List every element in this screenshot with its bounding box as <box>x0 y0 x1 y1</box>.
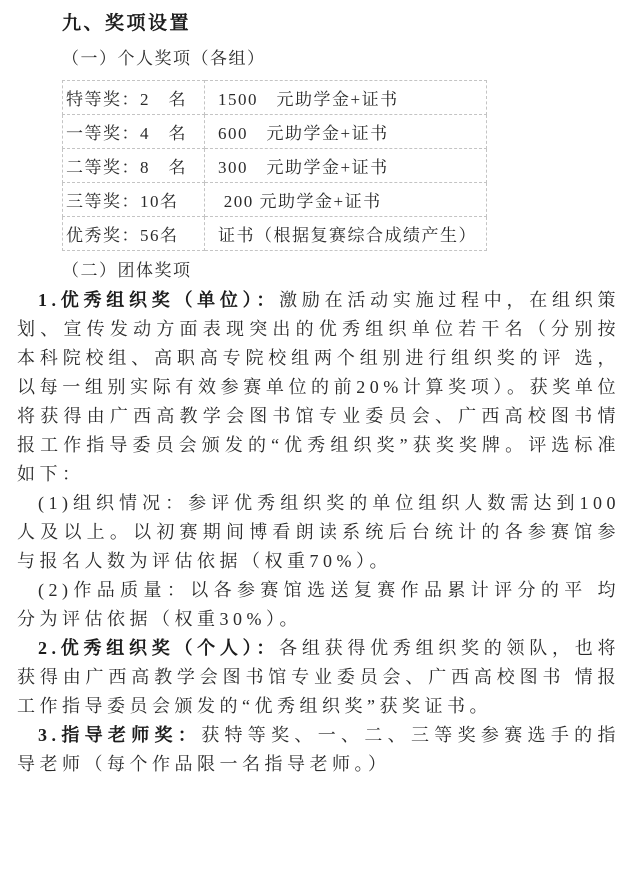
award-name-cell: 二等奖：8 名 <box>63 149 205 183</box>
award-prize-cell: 600 元助学金+证书 <box>205 115 487 149</box>
subsection-individual-heading: （一）个人奖项（各组） <box>62 49 266 68</box>
section-heading: 九、奖项设置 <box>62 13 192 34</box>
paragraph-teacher-award <box>17 721 620 779</box>
award-prize-cell: 1500 元助学金+证书 <box>205 81 487 115</box>
table-row <box>63 81 487 115</box>
paragraph-criteria-1 <box>17 489 620 576</box>
body-text <box>17 286 620 779</box>
award-prize-cell: 200 元助学金+证书 <box>205 183 487 217</box>
subsection-group-heading: （二）团体奖项 <box>62 261 192 280</box>
award-prize-cell: 300 元助学金+证书 <box>205 149 487 183</box>
paragraph-text: 激励在活动实施过程中，在组织策划、宣传发动方面表现突出的优秀组织单位若干名（分别按本科院校组、高职高专院校组两个组别进行组织奖的评 选，以每一组别实际有效参赛单位的前20%计算奖项）。获奖单位将获得由广西高教学会图书馆专业委员会、广西高校图书情报工作指导委员会颁发的“优秀组织奖”获奖奖牌。评选标准如下： <box>17 290 620 484</box>
awards-table <box>62 80 487 251</box>
award-name-cell: 一等奖：4 名 <box>63 115 205 149</box>
award-prize-cell: 证书（根据复赛综合成绩产生） <box>205 217 487 251</box>
paragraph-lead-bold: 2.优秀组织奖（个人）： <box>38 638 280 658</box>
award-name-cell: 特等奖：2 名 <box>63 81 205 115</box>
paragraph-org-award-unit <box>17 286 620 489</box>
paragraph-lead-bold: 3.指导老师奖： <box>38 725 202 745</box>
paragraph-text: (2)作品质量：以各参赛馆选送复赛作品累计评分的平 均分为评估依据（权重30%）。 <box>17 580 620 629</box>
award-name-cell: 优秀奖：56名 <box>63 217 205 251</box>
table-row <box>63 217 487 251</box>
paragraph-text: 各组获得优秀组织奖的领队，也将获得由广西高教学会图书馆专业委员会、广西高校图书 情报工作指导委员会颁发的“优秀组织奖”获奖证书。 <box>17 638 620 716</box>
table-row <box>63 115 487 149</box>
paragraph-org-award-personal <box>17 634 620 721</box>
award-name-cell: 三等奖：10名 <box>63 183 205 217</box>
table-row <box>63 149 487 183</box>
table-row <box>63 183 487 217</box>
paragraph-text: (1)组织情况：参评优秀组织奖的单位组织人数需达到100 人及以上。以初赛期间博看朗读系统后台统计的各参赛馆参与报名人数为评估依据（权重70%）。 <box>17 493 620 571</box>
paragraph-lead-bold: 1.优秀组织奖（单位）： <box>38 290 280 310</box>
document-page <box>0 8 624 889</box>
paragraph-text: 获特等奖、一、二、三等奖参赛选手的指导老师（每个作品限一名指导老师。） <box>17 725 620 774</box>
paragraph-criteria-2 <box>17 576 620 634</box>
